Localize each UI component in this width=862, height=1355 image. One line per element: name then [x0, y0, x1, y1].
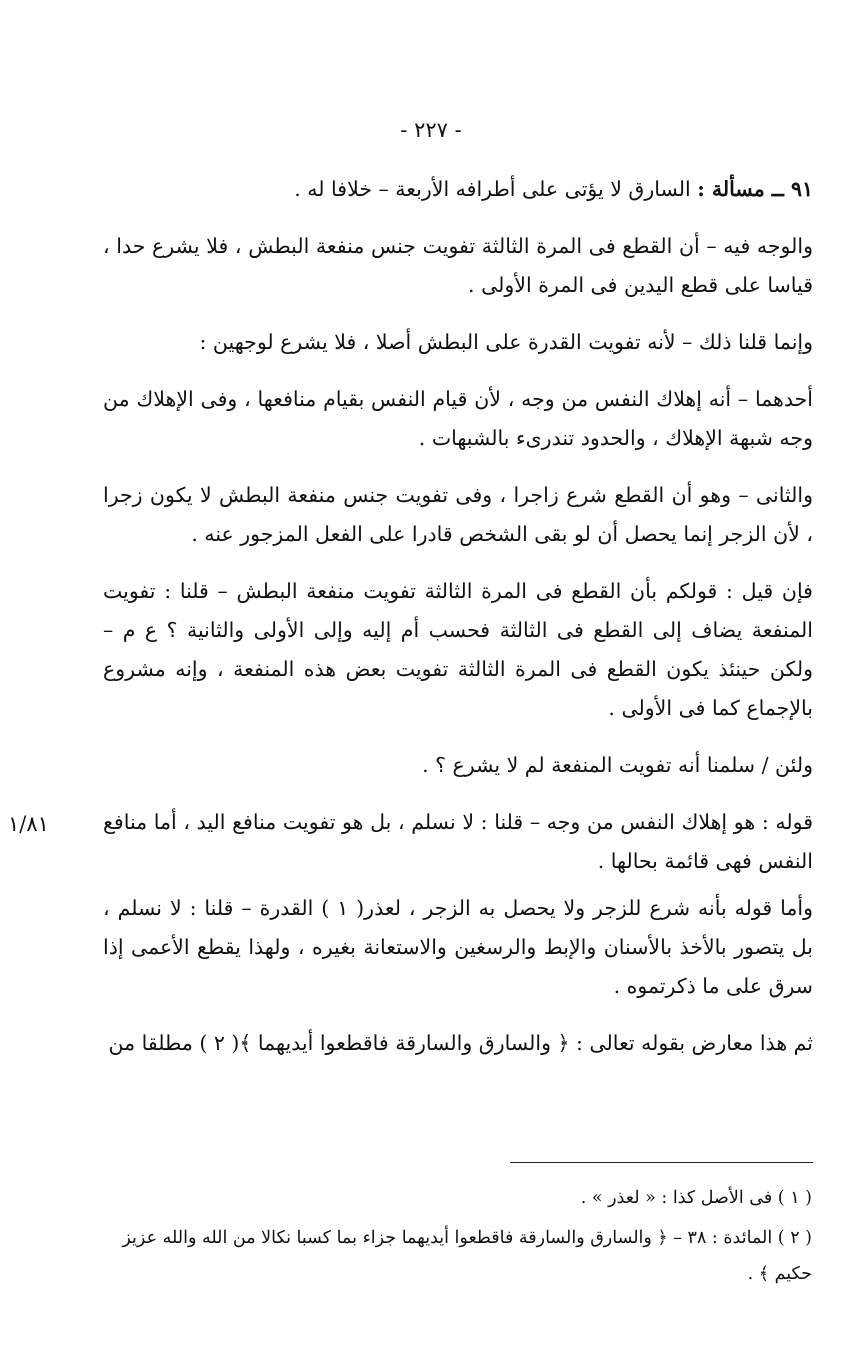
paragraph: ثم هذا معارض بقوله تعالى : ﴿ والسارق والسارقة فاقطعوا أيديهما ﴾( ٢ ) مطلقا من [108, 1031, 813, 1055]
footnotes [90, 1180, 812, 1296]
paragraph-issue-title [103, 170, 813, 209]
paragraph: قوله : هو إهلاك النفس من وجه – قلنا : لا نسلم ، بل هو تفويت منافع اليد ، أما منافع النفس فهى قائمة بحالها . [103, 810, 813, 873]
margin-reference: ١/٨١ [8, 812, 49, 836]
paragraph: والثانى – وهو أن القطع شرع زاجرا ، وفى تفويت جنس منفعة البطش لا يكون زجرا ، لأن الزجر إنما يحصل أن لو بقى الشخص قادرا على الفعل المزجور عنه . [103, 483, 813, 546]
issue-heading: ٩١ ــ مسألة : [697, 177, 813, 201]
footnote-divider [510, 1162, 813, 1163]
paragraph: وأما قوله بأنه شرع للزجر ولا يحصل به الزجر ، لعذر( ١ ) القدرة – قلنا : لا نسلم ، بل يتصور بالأخذ بالأسنان والإبط والرسغين والاستعانة بغيره ، ولهذا يقطع الأعمى إذا سرق على ما ذكرتموه . [103, 896, 813, 998]
footnote: ( ١ ) فى الأصل كذا : « لعذر » . [580, 1188, 812, 1208]
paragraph: ولئن / سلمنا أنه تفويت المنفعة لم لا يشرع ؟ . [422, 753, 813, 777]
paragraph: أحدهما – أنه إهلاك النفس من وجه ، لأن قيام النفس بقيام منافعها ، وفى الإهلاك من وجه شبهة الإهلاك ، والحدود تندرىء بالشبهات . [103, 387, 813, 450]
footnote: ( ٢ ) المائدة : ٣٨ – ﴿ والسارق والسارقة فاقطعوا أيديهما جزاء بما كسبا نكالا من الله والله عزيز حكيم ﴾ . [122, 1228, 812, 1284]
paragraph: والوجه فيه – أن القطع فى المرة الثالثة تفويت جنس منفعة البطش ، فلا يشرع حدا ، قياسا على قطع اليدين فى المرة الأولى . [103, 234, 813, 297]
paragraph: وإنما قلنا ذلك – لأنه تفويت القدرة على البطش أصلا ، فلا يشرع لوجهين : [199, 330, 813, 354]
paragraph: فإن قيل : قولكم بأن القطع فى المرة الثالثة تفويت منفعة البطش – قلنا : تفويت المنفعة يضاف إلى القطع فى الثالثة فحسب أم إليه وإلى الأولى والثانية ؟ ع م – ولكن حينئذ يكون القطع فى المرة الثالثة تفويت بعض هذه المنفعة ، وإنه مشروع بالإجماع كما فى الأولى . [103, 579, 813, 720]
main-text [103, 170, 813, 1081]
page-number: - ٢٢٧ - [400, 118, 462, 142]
paragraph-text: السارق لا يؤتى على أطرافه الأربعة – خلافا له . [294, 177, 698, 201]
